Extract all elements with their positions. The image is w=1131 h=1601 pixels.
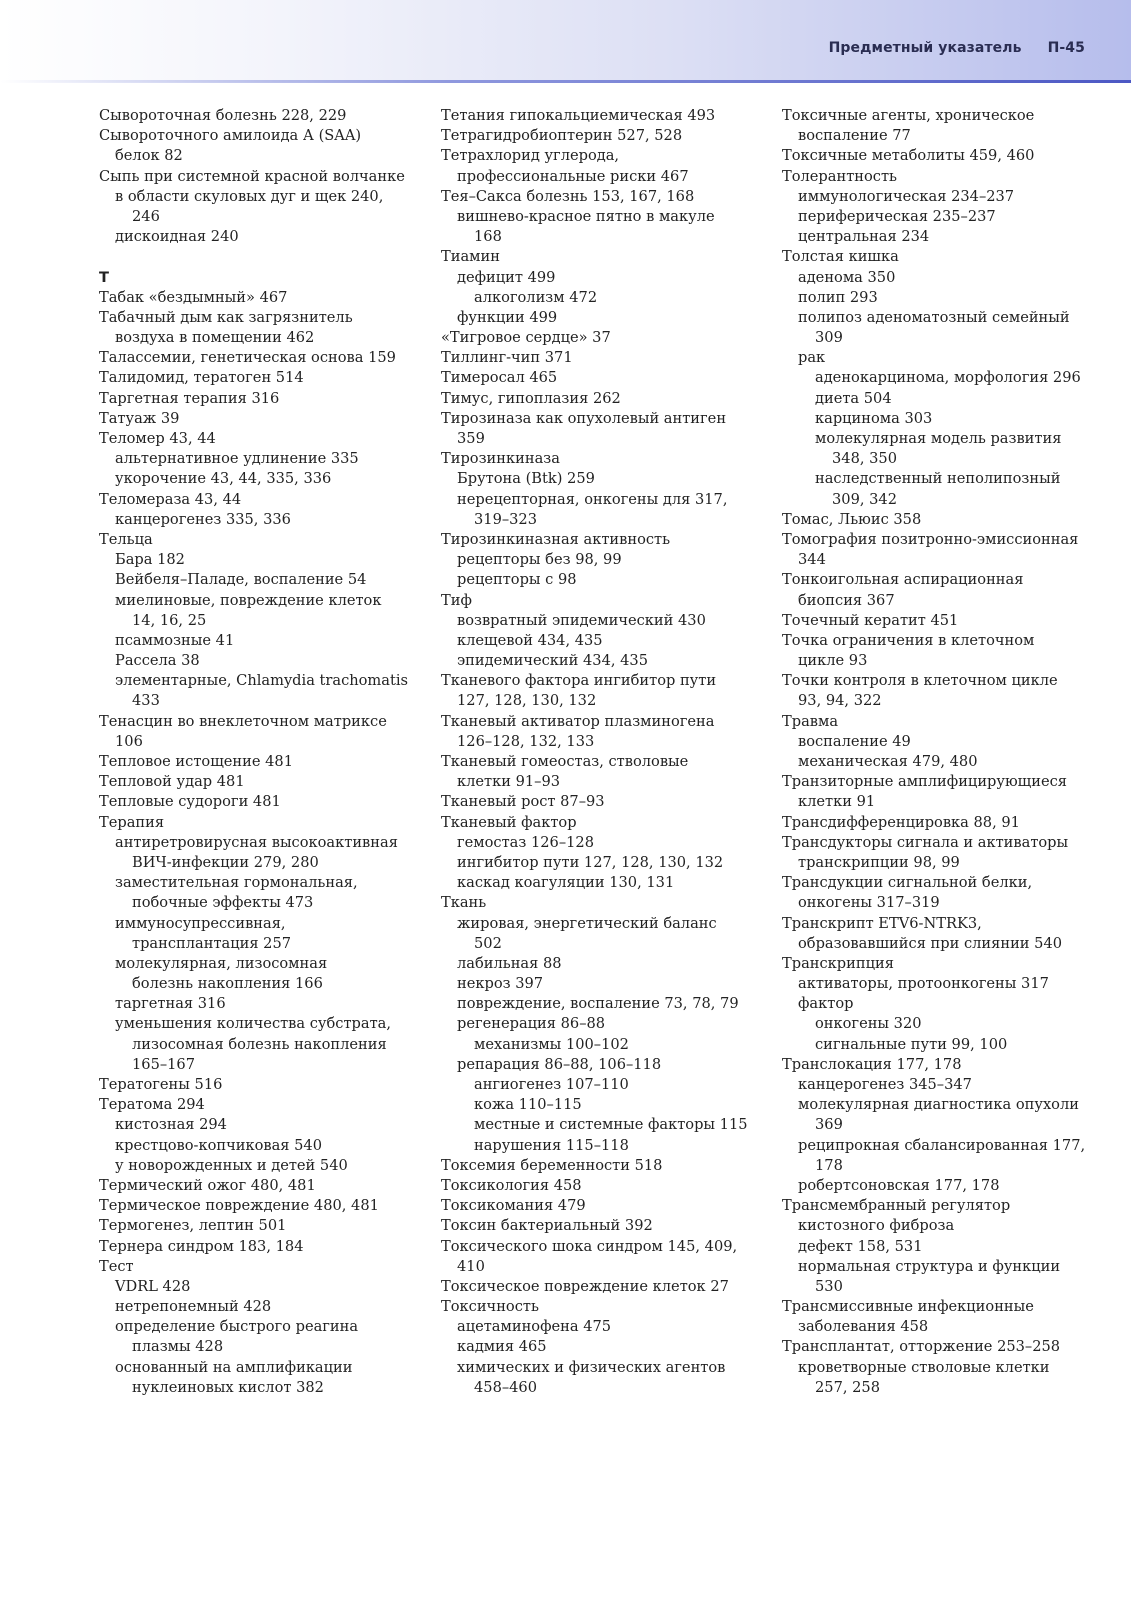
index-subentry: возвратный эпидемический 430 [457,611,706,629]
index-entry: Толерантность [782,167,897,185]
index-subentry: транскрипции 98, 99 [798,853,960,871]
index-entry: «Тигровое сердце» 37 [441,329,611,347]
index-entry: Трансдифференцировка 88, 91 [782,813,1020,831]
index-subentry: элементарные, Chlamydia trachomatis [115,672,408,690]
index-subentry: вишнево-красное пятно в макуле [457,207,715,225]
index-subentry: механизмы 100–102 [474,1035,629,1053]
index-subentry: 410 [457,1257,485,1275]
index-entry: Теломераза 43, 44 [99,490,242,508]
index-subentry: алкоголизм 472 [474,288,598,306]
index-subentry: таргетная 316 [115,995,226,1013]
index-subentry: гемостаз 126–128 [457,833,594,851]
index-entry: Термическое повреждение 480, 481 [99,1197,379,1215]
index-subentry: эпидемический 434, 435 [457,652,648,670]
index-entry: Точка ограничения в клеточном [782,631,1035,649]
index-subentry: карцинома 303 [815,409,933,427]
index-entry: Трансдукции сигнальной белки, [782,874,1033,892]
index-entry: Тератома 294 [99,1096,205,1114]
index-subentry: побочные эффекты 473 [132,894,314,912]
index-subentry: канцерогенез 345–347 [798,1076,972,1093]
index-subentry: рак [798,349,826,367]
index-entry: Тест [99,1257,134,1275]
index-subentry: дефицит 499 [457,268,556,286]
index-subentry: 458–460 [474,1378,538,1396]
index-subentry: канцерогенез 335, 336 [115,510,291,528]
index-subentry: кроветворные стволовые клетки [798,1358,1050,1376]
index-entry: Токсическое повреждение клеток 27 [441,1277,729,1295]
index-subentry: альтернативное удлинение 335 [115,450,359,468]
section-letter: Т [99,268,109,286]
index-subentry: рецепторы без 98, 99 [457,551,622,569]
index-subentry: плазмы 428 [132,1338,224,1356]
index-entry: Тканевый рост 87–93 [441,793,605,811]
index-subentry: 530 [815,1277,843,1295]
index-subentry: диета 504 [815,389,892,407]
index-subentry: реципрокная сбалансированная 177, [798,1136,1086,1154]
index-subentry: укорочение 43, 44, 335, 336 [115,470,332,488]
index-subentry: 433 [132,692,160,710]
index-subentry: клетки 91–93 [457,773,561,791]
index-entry: Трансдукторы сигнала и активаторы [782,833,1069,851]
index-entry: Токсикология 458 [441,1176,582,1194]
index-column-2 [441,106,748,1398]
index-subentry: VDRL 428 [115,1277,191,1295]
index-entry: Табак «бездымный» 467 [99,288,288,306]
index-subentry: определение быстрого реагина [115,1318,359,1336]
index-subentry: Бара 182 [115,551,185,569]
index-subentry: активаторы, протоонкогены 317 [798,975,1049,993]
index-entry: Точки контроля в клеточном цикле [782,672,1058,690]
index-subentry: местные и системные факторы 115 [474,1116,748,1134]
index-subentry: 246 [132,207,160,225]
index-subentry: 502 [474,934,502,952]
index-subentry: 257, 258 [815,1378,880,1396]
index-subentry: болезнь накопления 166 [132,975,323,993]
index-subentry: воспаление 77 [798,127,911,145]
index-entry: Транскрипция [782,954,894,972]
index-entry: Токсичность [441,1298,539,1316]
index-entry: Термический ожог 480, 481 [99,1176,316,1194]
index-subentry: сигнальные пути 99, 100 [815,1035,1008,1053]
index-subentry: регенерация 86–88 [457,1015,606,1033]
running-head [829,40,1085,56]
index-subentry: дефект 158, 531 [798,1237,923,1255]
index-column-3 [782,106,1085,1398]
index-entry: Токсин бактериальный 392 [441,1217,653,1235]
index-entry: Томас, Льюис 358 [782,510,922,528]
index-subentry: ангиогенез 107–110 [474,1076,629,1093]
index-subentry: кожа 110–115 [474,1096,582,1114]
index-entry: Тепловые судороги 481 [99,793,281,811]
index-entry: Тенасцин во внеклеточном матриксе [99,712,387,730]
index-entry: Тератогены 516 [99,1076,223,1093]
index-subentry: основанный на амплификации [115,1358,353,1376]
index-subentry: некроз 397 [457,975,544,993]
blank-line [99,247,408,267]
index-subentry: молекулярная диагностика опухоли [798,1096,1079,1114]
index-subentry: нетрепонемный 428 [115,1298,272,1316]
header-rule [0,80,1131,83]
index-subentry: воздуха в помещении 462 [115,329,315,347]
index-subentry: онкогены 320 [815,1015,922,1033]
index-subentry: 319–323 [474,510,538,528]
index-entry: Токсикомания 479 [441,1197,586,1215]
index-subentry: 309, 342 [832,490,897,508]
index-subentry: крестцово-копчиковая 540 [115,1136,322,1154]
index-subentry: функции 499 [457,308,558,326]
index-entry: Токсичные агенты, хроническое [782,107,1035,124]
index-subentry: молекулярная модель развития [815,430,1062,447]
index-entry: Тетрахлорид углерода, [441,147,620,165]
index-subentry: Вейбеля–Паладе, воспаление 54 [115,571,367,589]
index-subentry: центральная 234 [798,228,930,246]
running-head-title: Предметный указатель [828,40,1022,56]
index-subentry: антиретровирусная высокоактивная [115,833,398,851]
index-subentry: 348, 350 [832,450,897,468]
index-subentry: цикле 93 [798,652,868,670]
index-entry: Тканевого фактора ингибитор пути [441,672,717,690]
index-subentry: 93, 94, 322 [798,692,882,710]
index-subentry: репарация 86–88, 106–118 [457,1055,662,1073]
index-subentry: клетки 91 [798,793,876,811]
index-entry: Терапия [99,813,165,831]
index-entry: Тирозиназа как опухолевый антиген [441,409,727,427]
index-subentry: рецепторы с 98 [457,571,577,589]
index-subentry: в области скуловых дуг и щек 240, [115,187,384,205]
index-entry: Тиф [441,591,472,609]
index-entry: Сывороточного амилоида А (SAA) [99,127,362,145]
index-subentry: наследственный неполипозный [815,470,1061,488]
index-subentry: заболевания 458 [798,1318,929,1336]
index-subentry: повреждение, воспаление 73, 78, 79 [457,995,739,1013]
index-subentry: робертсоновская 177, 178 [798,1176,1000,1194]
index-subentry: Брутона (Btk) 259 [457,470,595,488]
index-subentry: образовавшийся при слиянии 540 [798,934,1063,952]
index-entry: Тирозинкиназная активность [441,530,671,548]
index-entry: Табачный дым как загрязнитель [99,308,353,326]
index-subentry: заместительная гормональная, [115,874,358,892]
index-entry: Тетрагидробиоптерин 527, 528 [441,127,683,145]
index-subentry: механическая 479, 480 [798,753,978,770]
index-subentry: 178 [815,1156,843,1174]
index-entry: Трансмиссивные инфекционные [782,1298,1034,1316]
index-entry: Тимеросал 465 [441,369,558,387]
index-entry: Тимус, гипоплазия 262 [441,389,621,407]
index-entry: Тельца [99,530,153,548]
index-entry: Тепловое истощение 481 [99,753,293,770]
index-subentry: биопсия 367 [798,591,895,609]
index-subentry: 126–128, 132, 133 [457,732,595,750]
index-entry: Тканевый активатор плазминогена [441,712,715,730]
index-subentry: клещевой 434, 435 [457,631,603,649]
index-entry: Тернера синдром 183, 184 [99,1237,304,1255]
index-entry: Токсического шока синдром 145, 409, [441,1237,738,1255]
index-subentry: кистозного фиброза [798,1217,955,1235]
index-subentry: лизосомная болезнь накопления [132,1035,387,1053]
index-subentry: иммунологическая 234–237 [798,187,1015,205]
index-entry: Теломер 43, 44 [99,430,216,447]
index-entry: Талидомид, тератоген 514 [99,369,304,387]
index-subentry: фактор [798,995,854,1013]
index-subentry: ингибитор пути 127, 128, 130, 132 [457,853,724,871]
index-entry: Токсичные метаболиты 459, 460 [782,147,1035,165]
index-entry: Тея–Сакса болезнь 153, 167, 168 [441,187,695,205]
index-column-1 [99,106,408,1398]
index-subentry: 165–167 [132,1055,196,1073]
index-entry: Трансмембранный регулятор [782,1197,1011,1215]
index-subentry: химических и физических агентов [457,1358,726,1376]
index-entry: Точечный кератит 451 [782,611,959,629]
index-entry: Тепловой удар 481 [99,773,245,791]
index-entry: Термогенез, лептин 501 [99,1217,287,1235]
index-subentry: полипоз аденоматозный семейный [798,308,1070,326]
index-entry: Травма [782,712,839,730]
index-subentry: кистозная 294 [115,1116,227,1134]
index-subentry: нормальная структура и функции [798,1257,1061,1275]
index-subentry: 168 [474,228,502,246]
index-subentry: уменьшения количества субстрата, [115,1015,391,1033]
index-subentry: полип 293 [798,288,878,306]
index-entry: Сыпь при системной красной волчанке [99,167,405,185]
index-entry: Тиамин [441,248,500,266]
index-entry: Татуаж 39 [99,409,180,427]
index-subentry: 14, 16, 25 [132,611,207,629]
index-entry: Тетания гипокальциемическая 493 [441,107,716,124]
index-entry: Трансплантат, отторжение 253–258 [782,1338,1061,1356]
index-subentry: трансплантация 257 [132,934,292,952]
index-entry: Толстая кишка [782,248,899,266]
index-subentry: миелиновые, повреждение клеток [115,591,382,609]
index-subentry: онкогены 317–319 [798,894,940,912]
index-subentry: у новорожденных и детей 540 [115,1156,348,1174]
index-entry: Томография позитронно-эмиссионная [782,530,1079,548]
index-entry: Тканевый фактор [441,813,577,831]
index-entry: Транзиторные амплифицирующиеся [782,773,1067,791]
index-subentry: жировая, энергетический баланс [457,914,717,932]
index-subentry: ВИЧ-инфекции 279, 280 [132,853,319,871]
index-subentry: иммуносупрессивная, [115,914,286,932]
index-subentry: дискоидная 240 [115,228,239,246]
index-subentry: ацетаминофена 475 [457,1318,612,1336]
index-entry: Транслокация 177, 178 [782,1055,962,1073]
index-subentry: 106 [115,732,143,750]
index-subentry: Рассела 38 [115,652,200,670]
index-subentry: аденома 350 [798,268,896,286]
index-entry: Тонкоигольная аспирационная [782,571,1024,589]
index-subentry: нарушения 115–118 [474,1136,629,1154]
index-subentry: нуклеиновых кислот 382 [132,1378,324,1396]
index-subentry: профессиональные риски 467 [457,167,689,185]
index-subentry: воспаление 49 [798,732,911,750]
index-subentry: 359 [457,430,485,447]
index-entry: Тканевый гомеостаз, стволовые [441,753,689,770]
index-entry: Токсемия беременности 518 [441,1156,663,1174]
index-subentry: псаммозные 41 [115,631,235,649]
index-subentry: лабильная 88 [457,954,562,972]
index-subentry: 369 [815,1116,843,1134]
index-subentry: белок 82 [115,147,183,165]
index-entry: Тирозинкиназа [441,450,560,468]
index-entry: Ткань [441,894,487,912]
index-subentry: кадмия 465 [457,1338,547,1356]
index-entry: Транскрипт ETV6-NTRK3, [782,914,982,932]
index-subentry: 309 [815,329,843,347]
index-subentry: нерецепторная, онкогены для 317, [457,490,728,508]
index-subentry: молекулярная, лизосомная [115,954,328,972]
index-entry: Талассемии, генетическая основа 159 [99,349,396,367]
index-entry: Таргетная терапия 316 [99,389,280,407]
page-number: П-45 [1047,40,1085,56]
index-subentry: 127, 128, 130, 132 [457,692,597,710]
index-subentry: аденокарцинома, морфология 296 [815,369,1081,387]
index-entry: Тиллинг-чип 371 [441,349,573,367]
index-subentry: 344 [798,551,826,569]
index-entry: Сывороточная болезнь 228, 229 [99,107,347,124]
index-subentry: периферическая 235–237 [798,207,996,225]
index-subentry: каскад коагуляции 130, 131 [457,874,675,892]
